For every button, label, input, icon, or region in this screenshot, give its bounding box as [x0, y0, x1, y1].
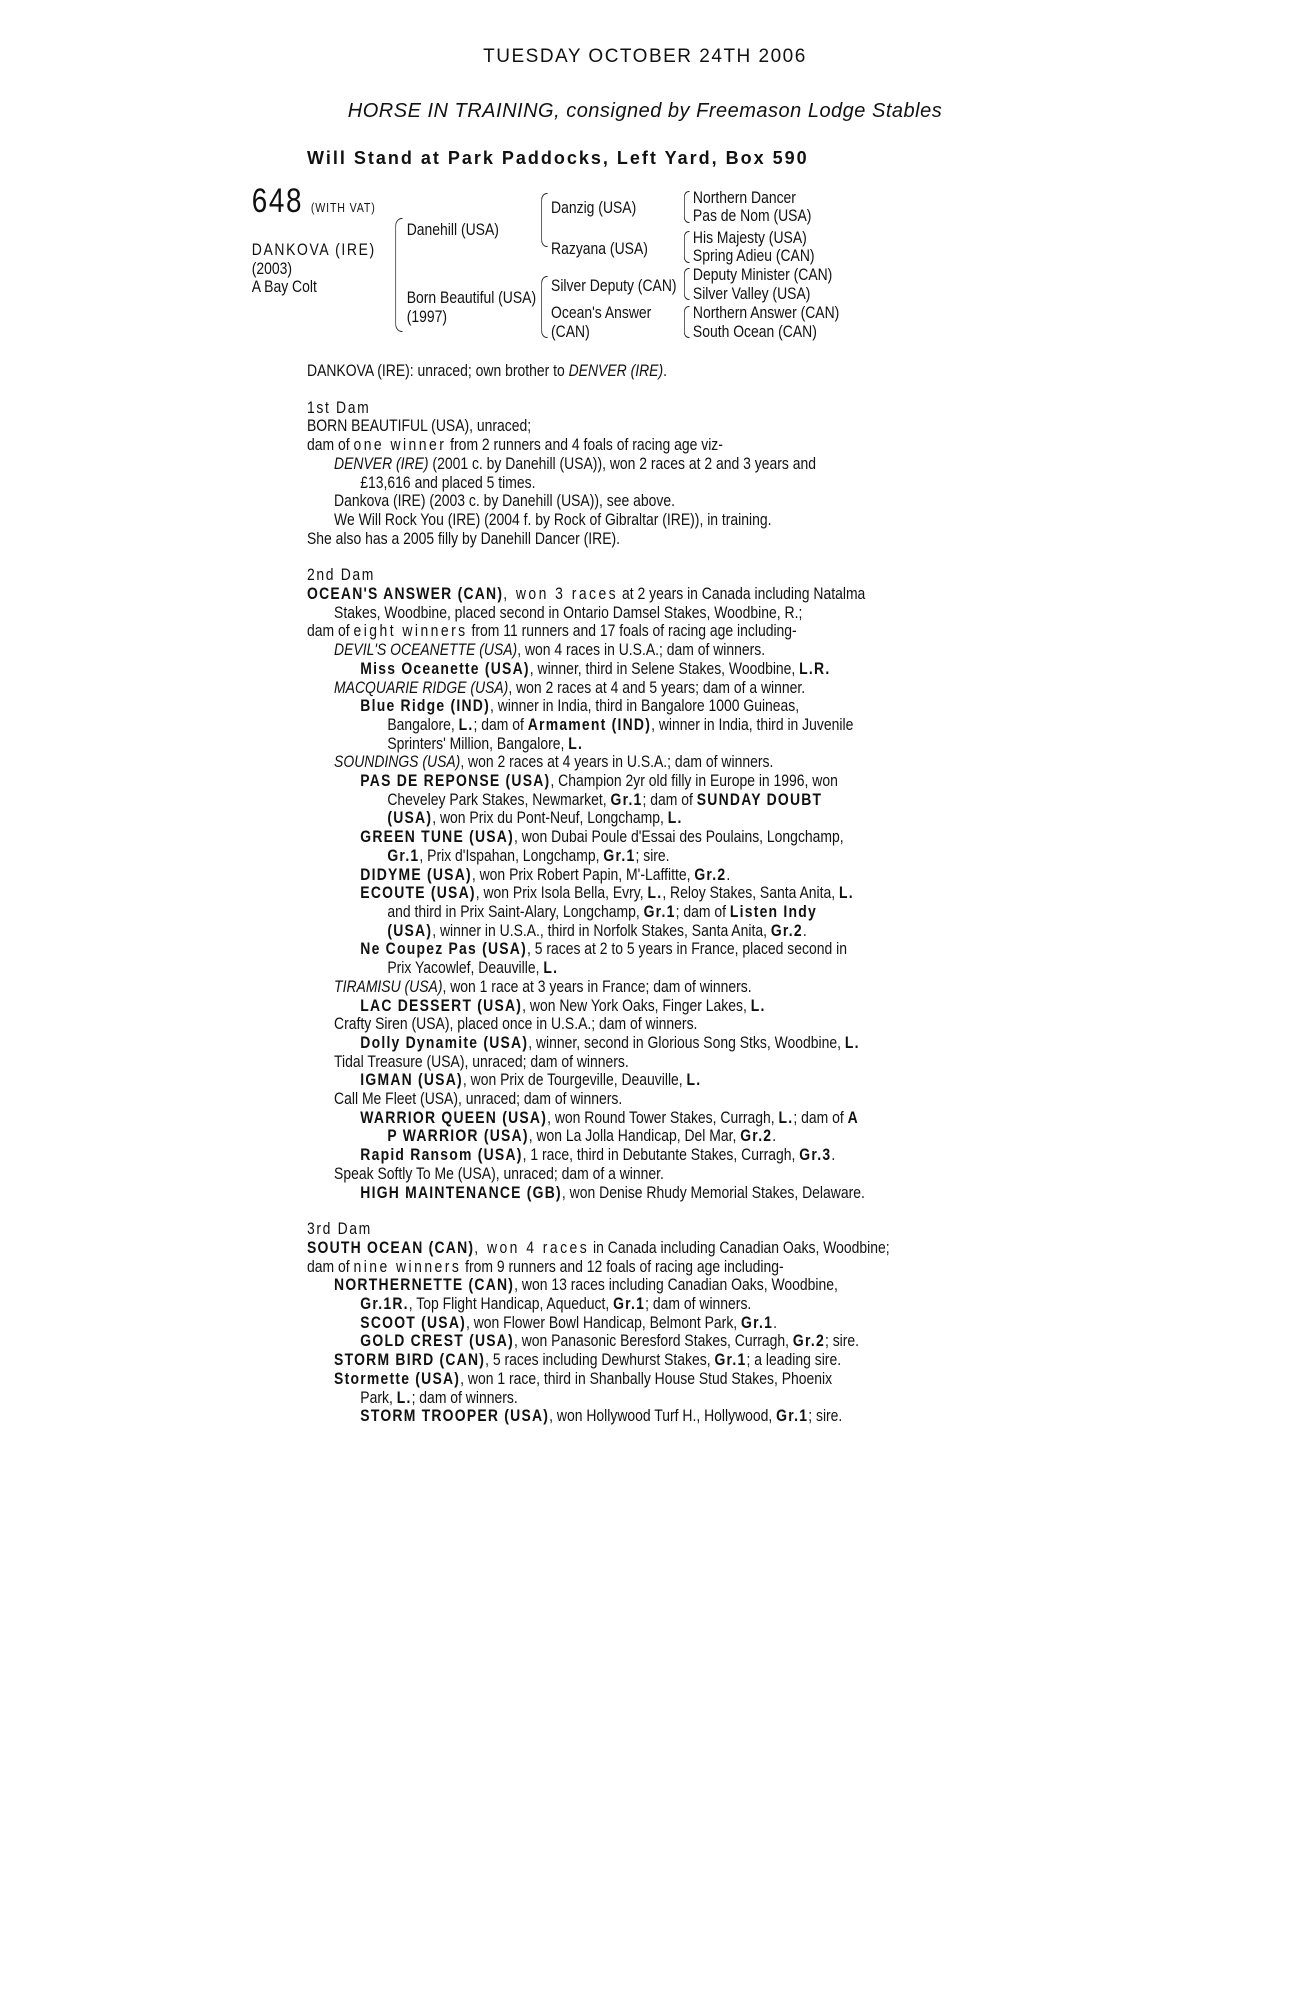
dam3-line: Gr.1R., Top Flight Handicap, Aqueduct, Gr.1; dam of winners.: [360, 1294, 752, 1314]
catalogue-body: [307, 362, 1127, 1426]
dam3-line: dam of nine winners from 9 runners and 12 foals of racing age including-: [307, 1256, 784, 1276]
pedigree-gg-2: Pas de Nom (USA): [692, 206, 812, 225]
dam2-line: Dolly Dynamite (USA), winner, second in Glorious Song Stks, Woodbine, L.: [360, 1032, 860, 1052]
dam2-line: Bangalore, L.; dam of Armament (IND), winner in India, third in Juvenile: [387, 714, 854, 734]
consignment-line: HORSE IN TRAINING, consigned by Freemason Lodge Stables: [347, 100, 943, 122]
pedigree-gg-4: Spring Adieu (CAN): [692, 246, 815, 265]
dam2-line: Rapid Ransom (USA), 1 race, third in Debutante Stakes, Curragh, Gr.3.: [360, 1145, 836, 1165]
dam2-line: IGMAN (USA), won Prix de Tourgeville, Deauville, L.: [360, 1070, 702, 1090]
pedigree-dam-sire: Silver Deputy (CAN): [551, 276, 677, 295]
dam2-line: Stakes, Woodbine, placed second in Ontario Damsel Stakes, Woodbine, R.;: [334, 602, 803, 622]
dam2-line: Sprinters' Million, Bangalore, L.: [387, 733, 584, 753]
pedigree-sire-sire: Danzig (USA): [551, 198, 637, 217]
dam2-line: (USA), winner in U.S.A., third in Norfolk Stakes, Santa Anita, Gr.2.: [387, 920, 807, 940]
summary-line: [307, 362, 1127, 381]
dam1-line: Dankova (IRE) (2003 c. by Danehill (USA)), see above.: [334, 491, 675, 511]
pedigree-sire: Danehill (USA): [406, 220, 499, 239]
dam1-line: She also has a 2005 filly by Danehill Dancer (IRE).: [307, 528, 621, 548]
pedigree-block: [0, 182, 1290, 358]
pedigree-gg-8: South Ocean (CAN): [692, 322, 817, 341]
vat-note: (WITH VAT): [310, 200, 376, 215]
dam3-line: SCOOT (USA), won Flower Bowl Handicap, Belmont Park, Gr.1.: [360, 1312, 777, 1332]
dam2-line: HIGH MAINTENANCE (GB), won Denise Rhudy Memorial Stakes, Delaware.: [360, 1182, 865, 1202]
dam3-line: STORM BIRD (CAN), 5 races including Dewhurst Stakes, Gr.1; a leading sire.: [334, 1350, 842, 1370]
dam3-line: Stormette (USA), won 1 race, third in Shanbally House Stud Stakes, Phoenix: [334, 1368, 833, 1388]
dam2-line: Blue Ridge (IND), winner in India, third in Bangalore 1000 Guineas,: [360, 696, 800, 716]
dam1-line: dam of one winner from 2 runners and 4 foals of racing age viz-: [307, 435, 723, 455]
dam3-heading: 3rd Dam: [307, 1219, 372, 1239]
dam1-line: We Will Rock You (IRE) (2004 f. by Rock of Gibraltar (IRE)), in training.: [334, 509, 772, 529]
dam2-line: TIRAMISU (USA), won 1 race at 3 years in France; dam of winners.: [334, 976, 752, 996]
dam2-heading: 2nd Dam: [307, 565, 376, 585]
dam2-line: PAS DE REPONSE (USA), Champion 2yr old filly in Europe in 1996, won: [360, 771, 838, 791]
dam2-line: Ne Coupez Pas (USA), 5 races at 2 to 5 years in France, placed second in: [360, 939, 847, 959]
dam2-line: MACQUARIE RIDGE (USA), won 2 races at 4 and 5 years; dam of a winner.: [334, 677, 806, 697]
dam2-line: LAC DESSERT (USA), won New York Oaks, Finger Lakes, L.: [360, 995, 766, 1015]
pedigree-dam: Born Beautiful (USA): [406, 288, 537, 307]
dam2-line: WARRIOR QUEEN (USA), won Round Tower Stakes, Curragh, L.; dam of A: [360, 1107, 859, 1127]
dam2-line: Speak Softly To Me (USA), unraced; dam of a winner.: [334, 1163, 664, 1183]
pedigree-sire-dam: Razyana (USA): [551, 239, 648, 258]
pedigree-dam-dam: Ocean's Answer: [551, 303, 652, 322]
dam3-line: Park, L.; dam of winners.: [360, 1387, 518, 1407]
dam2-line: P WARRIOR (USA), won La Jolla Handicap, Del Mar, Gr.2.: [387, 1126, 777, 1146]
sale-date: TUESDAY OCTOBER 24TH 2006: [483, 46, 807, 67]
pedigree-dam-year: (1997): [406, 307, 448, 326]
dam2-line: Miss Oceanette (USA), winner, third in Selene Stakes, Woodbine, L.R.: [360, 658, 831, 678]
pedigree-brace-g1: [684, 191, 690, 223]
pedigree-gg-5: Deputy Minister (CAN): [692, 265, 833, 284]
pedigree-gg-7: Northern Answer (CAN): [692, 303, 840, 322]
dam3-line: STORM TROOPER (USA), won Hollywood Turf H., Hollywood, Gr.1; sire.: [360, 1406, 843, 1426]
lot-number: 648: [251, 182, 304, 220]
summary-suffix: .: [663, 361, 667, 380]
dam2-line: DEVIL'S OCEANETTE (USA), won 4 races in U.S.A.; dam of winners.: [334, 640, 766, 660]
dam2-line: Prix Yacowlef, Deauville, L.: [387, 958, 559, 978]
lot-year: (2003): [251, 259, 293, 278]
pedigree-dam-dam-country: (CAN): [551, 322, 590, 341]
summary-brother: DENVER (IRE): [568, 361, 664, 380]
pedigree-brace-main: [395, 218, 402, 332]
lot-number-line: [251, 182, 376, 220]
dam2-line: SOUNDINGS (USA), won 2 races at 4 years in U.S.A.; dam of winners.: [334, 752, 774, 772]
pedigree-gg-6: Silver Valley (USA): [692, 284, 811, 303]
summary-prefix: DANKOVA (IRE): unraced; own brother to: [307, 361, 569, 380]
dam1-heading: 1st Dam: [307, 397, 371, 417]
dam3-line: GOLD CREST (USA), won Panasonic Beresford Stakes, Curragh, Gr.2; sire.: [360, 1331, 860, 1351]
dam2-line: dam of eight winners from 11 runners and 17 foals of racing age including-: [307, 621, 797, 641]
dam2-line: Crafty Siren (USA), placed once in U.S.A.; dam of winners.: [334, 1014, 698, 1034]
dam2-line: and third in Prix Saint-Alary, Longchamp, Gr.1; dam of Listen Indy: [387, 901, 817, 921]
dam2-line: GREEN TUNE (USA), won Dubai Poule d'Essai des Poulains, Longchamp,: [360, 827, 844, 847]
dam2-line: Tidal Treasure (USA), unraced; dam of winners.: [334, 1051, 629, 1071]
dam3-line: NORTHERNETTE (CAN), won 13 races including Canadian Oaks, Woodbine,: [334, 1275, 838, 1295]
dam2-line: Call Me Fleet (USA), unraced; dam of winners.: [334, 1089, 623, 1109]
lot-description: A Bay Colt: [251, 277, 317, 296]
dam2-line: ECOUTE (USA), won Prix Isola Bella, Evry, L., Reloy Stakes, Santa Anita, L.: [360, 883, 854, 903]
dam1-line: £13,616 and placed 5 times.: [360, 472, 536, 492]
dam1-line: DENVER (IRE) (2001 c. by Danehill (USA)), won 2 races at 2 and 3 years and: [334, 453, 816, 473]
pedigree-brace-g2: [684, 231, 690, 263]
pedigree-brace-g4: [684, 306, 690, 338]
dam2-line: DIDYME (USA), won Prix Robert Papin, M'-Laffitte, Gr.2.: [360, 864, 731, 884]
dam2-line: Cheveley Park Stakes, Newmarket, Gr.1; dam of SUNDAY DOUBT: [387, 789, 823, 809]
pedigree-brace-g3: [684, 268, 690, 300]
pedigree-brace-dam: [541, 276, 548, 338]
dam1-line: BORN BEAUTIFUL (USA), unraced;: [307, 416, 532, 436]
stand-location: Will Stand at Park Paddocks, Left Yard, Box 590: [307, 148, 809, 168]
lot-name: DANKOVA (IRE): [251, 240, 376, 259]
dam2-line: Gr.1, Prix d'Ispahan, Longchamp, Gr.1; sire.: [387, 845, 670, 865]
dam2-line: (USA), won Prix du Pont-Neuf, Longchamp, L.: [387, 808, 683, 828]
pedigree-gg-3: His Majesty (USA): [692, 228, 807, 247]
dam2-line: OCEAN'S ANSWER (CAN), won 3 races at 2 years in Canada including Natalma: [307, 584, 866, 604]
dam3-line: SOUTH OCEAN (CAN), won 4 races in Canada including Canadian Oaks, Woodbine;: [307, 1237, 890, 1257]
pedigree-gg-1: Northern Dancer: [692, 188, 796, 207]
pedigree-brace-sire: [541, 193, 548, 247]
